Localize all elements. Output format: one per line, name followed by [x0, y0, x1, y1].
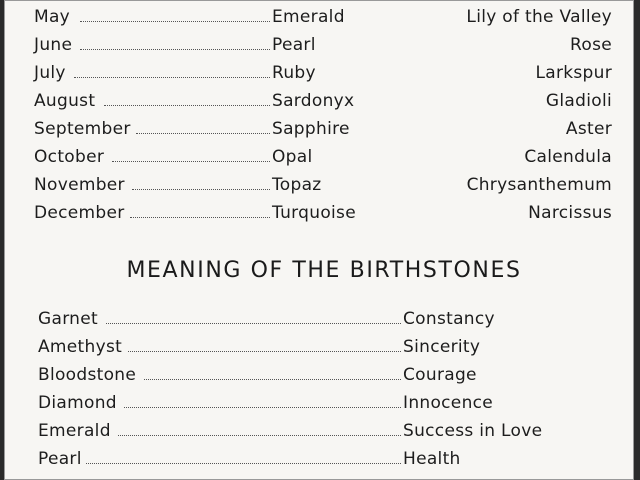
meaning-row-amethyst [4, 334, 624, 360]
stone-label: Emerald [272, 7, 345, 27]
calendar-row-november [4, 172, 612, 198]
section-heading: MEANING OF THE BIRTHSTONES [126, 258, 522, 283]
gem-label: Bloodstone [38, 365, 137, 385]
virtue-label: Health [403, 449, 461, 469]
leader-dots [136, 133, 270, 134]
virtue-label: Innocence [403, 393, 494, 413]
meaning-row-emerald [4, 418, 624, 444]
leader-dots [104, 105, 270, 106]
leader-dots [74, 77, 270, 78]
gem-label: Emerald [38, 421, 111, 441]
leader-dots [124, 407, 401, 408]
leader-dots [144, 379, 401, 380]
month-label: August [34, 91, 96, 111]
flower-label: Chrysanthemum [466, 175, 612, 195]
calendar-row-july [4, 60, 612, 86]
calendar-row-june [4, 32, 612, 58]
virtue-label: Constancy [403, 309, 495, 329]
flower-label: Calendula [524, 147, 612, 167]
virtue-label: Success in Love [403, 421, 543, 441]
stone-label: Pearl [272, 35, 316, 55]
leader-dots [80, 49, 270, 50]
leader-dots [80, 21, 270, 22]
leader-dots [128, 351, 401, 352]
meaning-row-pearl [4, 446, 624, 472]
calendar-row-december [4, 200, 612, 226]
calendar-row-september [4, 116, 612, 142]
month-label: June [34, 35, 73, 55]
calendar-row-october [4, 144, 612, 170]
meaning-row-bloodstone [4, 362, 624, 388]
flower-label: Gladioli [545, 91, 612, 111]
stone-label: Topaz [272, 175, 322, 195]
virtue-label: Sincerity [403, 337, 481, 357]
flower-label: Narcissus [528, 203, 612, 223]
gem-label: Garnet [38, 309, 98, 329]
leader-dots [130, 217, 270, 218]
calendar-row-august [4, 88, 612, 114]
flower-label: Rose [570, 35, 612, 55]
gem-label: Pearl [38, 449, 82, 469]
leader-dots [118, 435, 401, 436]
birthstone-page [4, 0, 634, 480]
calendar-row-may [4, 4, 612, 30]
meaning-row-garnet [4, 306, 624, 332]
gem-label: Amethyst [38, 337, 123, 357]
meaning-row-diamond [4, 390, 624, 416]
flower-label: Lily of the Valley [466, 7, 612, 27]
month-label: September [34, 119, 131, 139]
flower-label: Aster [565, 119, 612, 139]
month-label: December [34, 203, 125, 223]
stone-label: Ruby [272, 63, 316, 83]
stone-label: Sapphire [272, 119, 350, 139]
leader-dots [86, 463, 401, 464]
month-label: October [34, 147, 105, 167]
stone-label: Turquoise [272, 203, 356, 223]
stone-label: Sardonyx [272, 91, 355, 111]
flower-label: Larkspur [535, 63, 612, 83]
month-label: July [34, 63, 66, 83]
leader-dots [132, 189, 270, 190]
stone-label: Opal [272, 147, 313, 167]
leader-dots [106, 323, 401, 324]
month-label: May [34, 7, 71, 27]
gem-label: Diamond [38, 393, 117, 413]
virtue-label: Courage [403, 365, 477, 385]
month-label: November [34, 175, 125, 195]
leader-dots [112, 161, 270, 162]
